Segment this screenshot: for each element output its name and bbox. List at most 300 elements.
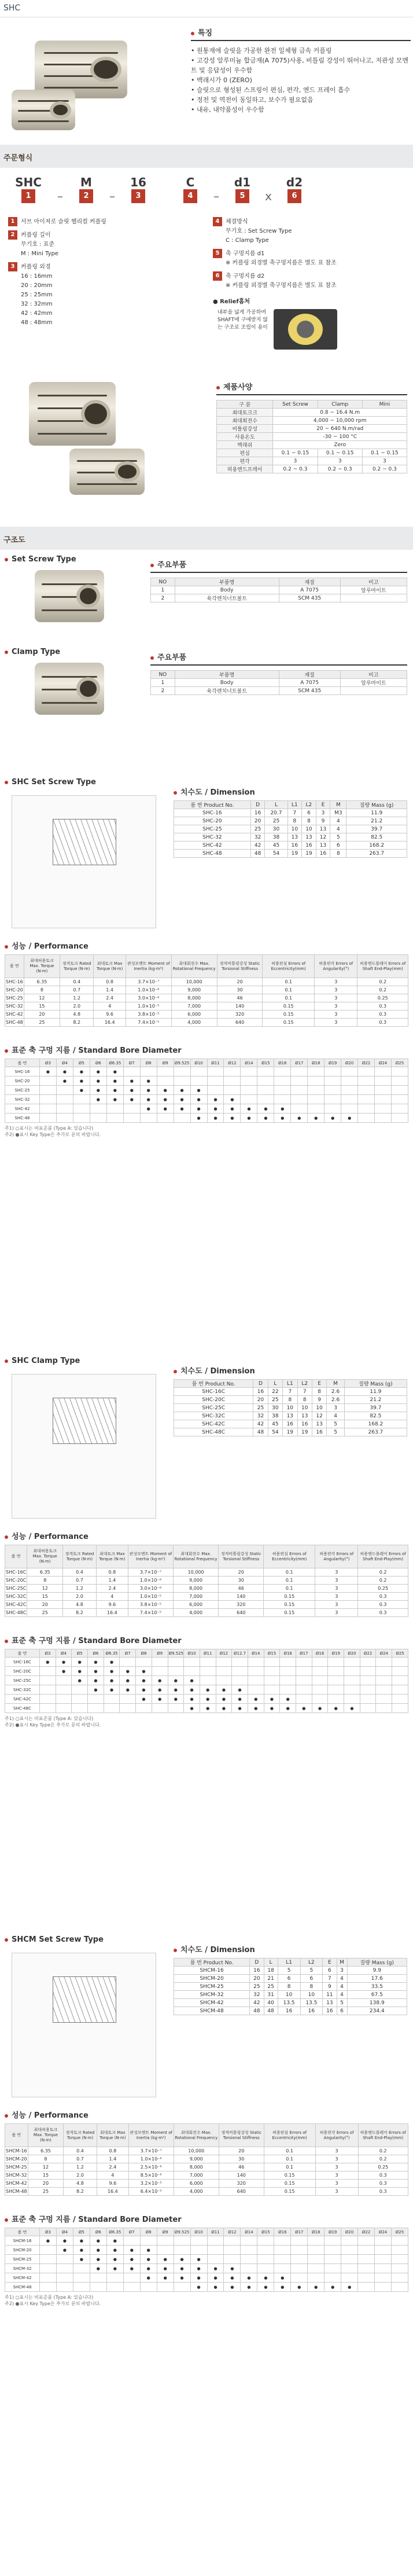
bore-header-cell: Ø25	[392, 1059, 408, 1067]
bore-cell	[296, 1667, 312, 1676]
perf-cell: 8,000	[173, 1585, 218, 1593]
bore-cell: ●	[90, 2264, 106, 2273]
bore-cell	[106, 1114, 123, 1123]
bore-cell: ●	[123, 1086, 140, 1095]
bore-cell: ●	[40, 2236, 57, 2246]
perf-cell: 1.0×10⁻⁶	[126, 986, 171, 994]
dim-cell: 6	[323, 1967, 337, 1975]
table-header-row	[5, 1059, 408, 1067]
bore-cell	[328, 1658, 344, 1667]
bore-cell	[325, 1076, 341, 1086]
perf-header-cell: 품 번	[5, 2124, 28, 2147]
bore-cell	[376, 1685, 392, 1695]
bore-cell	[232, 1658, 248, 1667]
bore-cell	[257, 2264, 274, 2273]
dim-header-cell: M	[337, 1958, 347, 1967]
dim-cell: 18	[264, 1967, 278, 1975]
bore-header-cell: Ø16	[274, 2228, 291, 2236]
bore-cell	[376, 1676, 392, 1685]
perf-cell: 46	[219, 2163, 264, 2171]
bore-cell: ●	[90, 1076, 106, 1086]
spec-cell: 최대회전수	[217, 417, 273, 425]
bore-cell	[106, 2283, 123, 2292]
bore-cell	[375, 1114, 392, 1123]
perf-cell: 8,000	[174, 2163, 219, 2171]
dim-cell: 13	[287, 833, 302, 841]
bore-cell	[392, 2283, 408, 2292]
feature-item: • 고강성 알루미늄 합금재(A 7075)사용, 비틀림 강성이 뛰어나고, 저관성 모멘트 및 응답성이 우수함	[191, 56, 411, 75]
perf-cell: 6,000	[171, 1010, 217, 1019]
table-row	[5, 2255, 408, 2264]
bore-cell	[274, 1095, 291, 1104]
bore-cell	[264, 1676, 280, 1685]
dim-cell: 21.2	[346, 817, 407, 825]
bore-cell	[123, 1067, 140, 1076]
dim-cell: 13	[323, 1999, 337, 2007]
bore-cell: ●	[207, 2273, 224, 2283]
bore-cell: ●	[72, 1667, 88, 1676]
bore-cell: ●	[200, 1685, 216, 1695]
opt5-line: ※ 커플링 외경별 축구멍지름은 별도 표 참조	[226, 260, 337, 266]
note: 주2) ●표시 Key Type은 추가로 문의 바랍니다.	[5, 1132, 101, 1137]
dim-cell: 138.9	[347, 1999, 407, 2007]
shcm-set-section	[0, 1933, 413, 2570]
bore-cell	[88, 1704, 104, 1713]
table-row	[174, 1396, 407, 1404]
dim-cell: SHCM-20	[174, 1975, 250, 1983]
dim-cell: 9	[312, 1396, 326, 1404]
perf-cell: 20	[27, 1601, 63, 1609]
bore-cell	[358, 1067, 375, 1076]
bore-cell	[207, 2236, 224, 2246]
perf-cell: 3	[315, 1601, 358, 1609]
perf-cell: 1.0×10⁻⁵	[126, 1002, 171, 1010]
bore-cell	[88, 1695, 104, 1704]
bore-cell: ●	[328, 1704, 344, 1713]
parts-cell: A 7075	[279, 586, 340, 594]
bore-cell	[248, 1676, 264, 1685]
perf-cell: SHC-16	[5, 978, 24, 986]
bore-cell: ●	[88, 1667, 104, 1676]
code-part-type: C	[186, 175, 195, 189]
shc-clamp-section	[0, 1354, 413, 1933]
bore-header-cell: Ø7	[123, 1059, 140, 1067]
bore-header-cell: Ø19	[325, 2228, 341, 2236]
table-row	[5, 1577, 408, 1585]
perf-cell: 0.2	[358, 1577, 408, 1585]
bore-cell	[296, 1695, 312, 1704]
dim-cell: 8	[312, 1388, 326, 1396]
bore-cell: ●	[90, 1086, 106, 1095]
bore-cell	[358, 2246, 375, 2255]
bore-cell	[291, 2246, 308, 2255]
bore-cell	[376, 1667, 392, 1676]
perf-header-cell: 관성모멘트 Moment of Inertia (kg·m²)	[126, 955, 171, 978]
bore-cell	[257, 2246, 274, 2255]
bore-cell: SHC-48C	[5, 1704, 40, 1713]
bore-cell	[325, 1067, 341, 1076]
perf-header-cell: 허용편각 Errors of Angularity(°)	[315, 2124, 358, 2147]
perf-cell: 20	[28, 2180, 64, 2188]
perf-cell: 640	[217, 1019, 263, 1027]
bore-header-cell: Ø5	[73, 1059, 90, 1067]
perf-cell: 3.7×10⁻⁷	[128, 1568, 173, 1577]
bore-cell	[90, 2273, 106, 2283]
bore-cell	[40, 2273, 57, 2283]
opt2-title: 커플링 길이	[21, 232, 51, 238]
bore-header-cell: Ø19	[328, 1649, 344, 1658]
bore-cell	[291, 2236, 308, 2246]
bore-header-cell: Ø20	[341, 2228, 358, 2236]
shcm_set-dimension-heading: 치수도 / Dimension	[174, 1943, 255, 1954]
dim-cell: SHC-16	[174, 809, 251, 817]
table-row	[174, 841, 407, 850]
bore-cell	[375, 2283, 392, 2292]
bore-cell: ●	[241, 1114, 257, 1123]
perf-cell: 4	[94, 1002, 126, 1010]
perf-cell: SHCM-16	[5, 2147, 28, 2155]
features-section	[0, 23, 413, 145]
perf-header-cell: 품 번	[5, 955, 24, 978]
perf-cell: 25	[28, 2188, 64, 2196]
perf-cell: 4,000	[171, 1019, 217, 1027]
dim-cell: 16	[253, 1388, 268, 1396]
bore-cell: ●	[344, 1704, 360, 1713]
perf-cell: 1.4	[94, 986, 126, 994]
table-row	[5, 1114, 408, 1123]
bore-cell	[392, 1067, 408, 1076]
dim-cell: 20.7	[265, 809, 287, 817]
bore-cell	[274, 1067, 291, 1076]
dim-cell: 13	[297, 1412, 312, 1420]
perf-cell: 6.35	[27, 1568, 63, 1577]
bore-header-cell: Ø8	[140, 1059, 157, 1067]
bore-cell	[200, 1676, 216, 1685]
bore-header-cell: Ø9	[157, 2228, 174, 2236]
perf-cell: 20	[217, 978, 263, 986]
perf-cell: 0.1	[264, 2163, 315, 2171]
bore-cell	[344, 1676, 360, 1685]
perf-cell: 0.2	[358, 2147, 408, 2155]
bore-cell	[328, 1685, 344, 1695]
bore-cell: ●	[280, 1704, 296, 1713]
dim-header-cell: L1	[287, 801, 302, 809]
bore-cell: ●	[207, 2283, 224, 2292]
shc_set-dimension-heading: 치수도 / Dimension	[174, 786, 255, 797]
bore-cell: ●	[241, 2273, 257, 2283]
dim-cell: SHC-32C	[174, 1412, 253, 1420]
bore-header-cell: Ø15	[257, 2228, 274, 2236]
dim-cell: 10	[312, 1404, 326, 1412]
bore-cell	[360, 1667, 376, 1676]
dim-cell: 13.5	[300, 1999, 323, 2007]
perf-cell: 320	[219, 1601, 264, 1609]
bore-header-cell: Ø3	[40, 1059, 57, 1067]
opt6-title: 축 구멍지름 d2	[226, 273, 265, 280]
bore-cell	[123, 2283, 140, 2292]
bore-cell	[106, 1104, 123, 1114]
perf-cell: 3	[315, 2171, 358, 2180]
perf-cell: 10,000	[174, 2147, 219, 2155]
bore-cell: ●	[136, 1676, 152, 1685]
dim-cell: 67.5	[347, 1991, 407, 1999]
perf-cell: 0.15	[263, 1010, 315, 1019]
spec-cell: 4,000 ~ 10,000 rpm	[273, 417, 407, 425]
bore-cell: ●	[104, 1667, 120, 1676]
bore-header-cell: Ø9.525	[174, 1059, 190, 1067]
bore-cell: ●	[200, 1704, 216, 1713]
perf-cell: 8.5×10⁻⁶	[128, 2171, 174, 2180]
table-row	[5, 1002, 408, 1010]
dim-cell: 19	[297, 1428, 312, 1436]
bore-cell	[216, 1676, 232, 1685]
perf-cell: 12	[27, 1585, 63, 1593]
bore-cell	[40, 1114, 57, 1123]
dim-cell: 6	[302, 809, 316, 817]
bore-cell	[90, 1114, 106, 1123]
bore-cell: ●	[56, 2246, 73, 2255]
perf-cell: 0.15	[264, 1593, 315, 1601]
dim-cell: 22	[268, 1388, 282, 1396]
perf-cell: SHC-20C	[5, 1577, 27, 1585]
bore-cell: ●	[241, 1104, 257, 1114]
dim-cell: 10	[300, 1991, 323, 1999]
bore-cell: ●	[152, 1676, 168, 1685]
code-num-6: 6	[287, 189, 301, 203]
perf-cell: 6,000	[173, 1601, 218, 1609]
bore-cell	[56, 1095, 73, 1104]
shc_set-dimension-table	[174, 800, 407, 858]
table-header-row	[174, 801, 407, 809]
bore-header-cell: Ø6.35	[106, 2228, 123, 2236]
table-row	[174, 1999, 407, 2007]
dim-cell: 20	[250, 1975, 264, 1983]
parts-header-cell: 재질	[279, 578, 340, 586]
shc_set-title: SHC Set Screw Type	[5, 778, 96, 787]
spec-section	[0, 376, 413, 521]
spec-cell: 0.2 ~ 0.3	[362, 465, 407, 473]
perf-cell: 3	[315, 986, 357, 994]
bore-cell: ●	[104, 1658, 120, 1667]
bore-header-cell: Ø17	[291, 2228, 308, 2236]
bore-cell	[308, 1067, 325, 1076]
table-row	[5, 994, 408, 1002]
perf-header-cell: 품 번	[5, 1545, 27, 1568]
bore-cell	[291, 2273, 308, 2283]
table-row	[5, 986, 408, 994]
dim-cell: 13	[283, 1412, 297, 1420]
dim-cell: 10	[283, 1404, 297, 1412]
perf-header-cell: 정적비틀림강성 Static Torsional Stiffness	[219, 1545, 264, 1568]
bore-cell: ●	[168, 1695, 184, 1704]
bore-cell	[344, 1658, 360, 1667]
bore-cell	[280, 1685, 296, 1695]
bore-cell	[392, 2255, 408, 2264]
shcm_set-bore-heading: 표준 축 구멍 지름 / Standard Bore Diameter	[5, 2213, 182, 2224]
table-row	[174, 1388, 407, 1396]
dim-cell: 25	[268, 1396, 282, 1404]
bore-cell	[241, 1067, 257, 1076]
perf-cell: 46	[217, 994, 263, 1002]
dim-cell: SHC-25	[174, 825, 251, 833]
table-row	[151, 586, 407, 594]
bore-cell	[392, 1695, 408, 1704]
perf-cell: SHC-48	[5, 1019, 24, 1027]
spec-cell: 0.2 ~ 0.3	[318, 465, 362, 473]
bore-cell	[73, 2283, 90, 2292]
bore-cell	[375, 1104, 392, 1114]
dim-header-cell: E	[316, 801, 330, 809]
table-row	[174, 809, 407, 817]
bore-cell	[360, 1676, 376, 1685]
dim-cell: 8	[278, 1983, 300, 1991]
bore-cell	[274, 2236, 291, 2246]
perf-cell: 1.2	[63, 1585, 97, 1593]
bore-cell	[325, 2246, 341, 2255]
perf-cell: 4,000	[174, 2188, 219, 2196]
dim-header-cell: L	[265, 801, 287, 809]
bore-cell	[257, 2255, 274, 2264]
bore-cell	[312, 1695, 328, 1704]
perf-cell: 3	[315, 978, 357, 986]
perf-header-cell: 최대회전수 Max. Rotational Frequency	[171, 955, 217, 978]
dim-cell: 9	[323, 1983, 337, 1991]
bore-cell: ●	[224, 1114, 241, 1123]
bore-cell: ●	[248, 1695, 264, 1704]
clamp-parts-heading: 주요부품	[150, 651, 186, 662]
bore-header-cell: Ø6.35	[106, 1059, 123, 1067]
bore-cell	[184, 1667, 200, 1676]
bore-cell: ●	[73, 2255, 90, 2264]
dim-cell: 10	[287, 825, 302, 833]
bore-cell: SHC-20C	[5, 1667, 40, 1676]
spec-cell: 0.8 ~ 16.4 N.m	[273, 409, 407, 417]
perf-cell: 3	[315, 1609, 358, 1617]
bore-header-cell: Ø5	[72, 1649, 88, 1658]
bore-cell: ●	[232, 1695, 248, 1704]
perf-header-cell: 최대토크 Max Torque (N·m)	[96, 1545, 128, 1568]
bore-header-cell: 품 번	[5, 1059, 40, 1067]
spec-cell: 편심	[217, 449, 273, 457]
table-row	[5, 1593, 408, 1601]
bore-cell: ●	[140, 1095, 157, 1104]
bore-cell	[392, 1685, 408, 1695]
note: 주1) ○표시는 비표준품 (Type A: 있습니다)	[5, 1716, 94, 1721]
bore-cell	[375, 1086, 392, 1095]
bore-header-cell: Ø10	[190, 2228, 207, 2236]
dim-cell: 16	[287, 841, 302, 850]
perf-cell: 12	[28, 2163, 64, 2171]
dim-cell: 263.7	[344, 1428, 407, 1436]
bore-cell	[308, 2246, 325, 2255]
table-row	[174, 850, 407, 858]
parts-header-cell: 부품명	[175, 671, 279, 679]
dim-cell: 42	[250, 1999, 264, 2007]
bore-cell	[375, 2246, 392, 2255]
table-row	[5, 1695, 408, 1704]
bore-cell	[136, 1658, 152, 1667]
bore-cell: SHC-42	[5, 1104, 40, 1114]
perf-cell: 1.0×10⁻⁶	[128, 2155, 174, 2163]
bore-header-cell: Ø9.525	[168, 1649, 184, 1658]
parts-cell: 1	[151, 586, 175, 594]
parts-header-cell: NO	[151, 671, 175, 679]
bore-cell	[73, 2264, 90, 2273]
spec-cell: 0.2 ~ 0.3	[273, 465, 318, 473]
bore-header-cell: Ø17	[291, 1059, 308, 1067]
perf-cell: 0.7	[60, 986, 94, 994]
perf-cell: 3	[315, 1568, 358, 1577]
bore-cell: ●	[308, 2283, 325, 2292]
dim-cell: 7	[323, 1975, 337, 1983]
dim-cell: 168.2	[344, 1420, 407, 1428]
dim-cell: 4	[337, 1983, 347, 1991]
dim-header-cell: D	[250, 801, 265, 809]
relief-title-text: Relief홈처	[220, 299, 250, 305]
bore-cell	[123, 2273, 140, 2283]
dim-cell: 2.6	[327, 1388, 344, 1396]
bore-cell	[40, 2264, 57, 2273]
perf-header-cell: 관성모멘트 Moment of Inertia (kg·m²)	[128, 2124, 174, 2147]
perf-cell: 8.2	[60, 1019, 94, 1027]
bore-cell	[123, 1114, 140, 1123]
perf-cell: 0.4	[64, 2147, 97, 2155]
perf-header-cell: 정격토크 Rated Torque (N·m)	[60, 955, 94, 978]
bore-cell	[325, 2236, 341, 2246]
parts-cell: SCM 435	[279, 687, 340, 695]
bore-cell	[344, 1667, 360, 1676]
perf-cell: SHCM-32	[5, 2171, 28, 2180]
bore-cell: SHC-16C	[5, 1658, 40, 1667]
dim-cell: 48	[250, 850, 265, 858]
table-row	[5, 2246, 408, 2255]
dim-cell: 45	[268, 1420, 282, 1428]
code-part-length: M	[80, 175, 92, 189]
bore-cell: ●	[157, 1095, 174, 1104]
bore-cell	[73, 2273, 90, 2283]
perf-cell: 0.1	[263, 994, 315, 1002]
table-row	[5, 1601, 408, 1609]
setscrew-parts-heading: 주요부품	[150, 558, 186, 569]
bore-cell	[257, 2236, 274, 2246]
bore-cell: ●	[90, 2246, 106, 2255]
bore-cell: ●	[174, 2255, 190, 2264]
dim-header-cell: L	[264, 1958, 278, 1967]
perf-cell: 3	[315, 2163, 358, 2171]
perf-cell: 0.4	[60, 978, 94, 986]
bore-header-cell: Ø11	[207, 2228, 224, 2236]
bore-cell	[140, 2236, 157, 2246]
dim-cell: 168.2	[346, 841, 407, 850]
parts-cell: 알루마이트	[340, 679, 407, 687]
bore-cell	[312, 1667, 328, 1676]
bore-cell: ●	[168, 1676, 184, 1685]
features-heading: 특징	[191, 27, 212, 38]
bore-cell	[157, 2246, 174, 2255]
bore-cell: ●	[90, 2236, 106, 2246]
perf-cell: SHC-16C	[5, 1568, 27, 1577]
bore-cell	[392, 2236, 408, 2246]
perf-cell: 20	[219, 2147, 264, 2155]
dim-cell: 39.7	[346, 825, 407, 833]
shc_set-bore-heading: 표준 축 구멍 지름 / Standard Bore Diameter	[5, 1044, 182, 1055]
bore-cell	[358, 2255, 375, 2264]
bore-cell	[358, 2273, 375, 2283]
bore-cell: SHCM-48	[5, 2283, 40, 2292]
bore-cell	[291, 1067, 308, 1076]
bore-header-cell: Ø22	[360, 1649, 376, 1658]
dim-cell: 25	[264, 1983, 278, 1991]
